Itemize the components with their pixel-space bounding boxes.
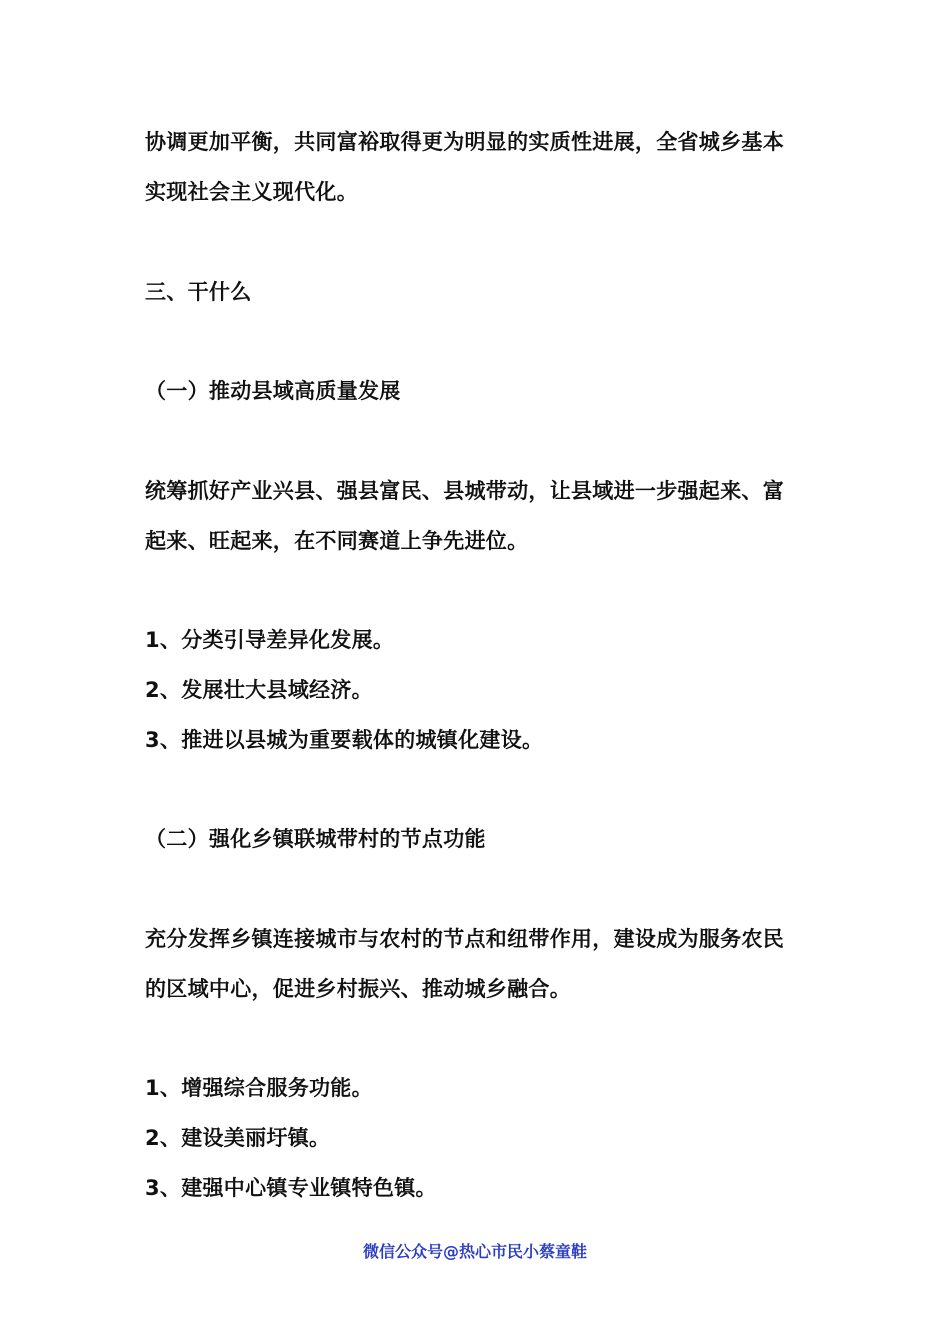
subsection-1-paragraph-line-2: 起来、旺起来，在不同赛道上争先进位。 — [145, 529, 529, 553]
section-heading: 三、干什么 — [145, 280, 252, 304]
subsection-1-item-2: 2、发展壮大县域经济。 — [145, 678, 373, 702]
subsection-2-item-2: 2、建设美丽圩镇。 — [145, 1126, 331, 1150]
watermark-footer: 微信公众号@热心市民小蔡童鞋 — [362, 1242, 587, 1261]
intro-line-1: 协调更加平衡，共同富裕取得更为明显的实质性进展，全省城乡基本 — [145, 130, 784, 154]
subsection-1-heading: （一）推动县域高质量发展 — [145, 379, 401, 403]
intro-line-2: 实现社会主义现代化。 — [145, 180, 358, 204]
subsection-1-item-1: 1、分类引导差异化发展。 — [145, 628, 395, 652]
subsection-1-paragraph-line-1: 统筹抓好产业兴县、强县富民、县城带动，让县域进一步强起来、富 — [145, 479, 784, 503]
subsection-2-paragraph-line-1: 充分发挥乡镇连接城市与农村的节点和纽带作用，建设成为服务农民 — [145, 927, 784, 951]
subsection-2-heading: （二）强化乡镇联城带村的节点功能 — [145, 827, 486, 851]
subsection-2-item-3: 3、建强中心镇专业镇特色镇。 — [145, 1176, 437, 1200]
subsection-2-paragraph-line-2: 的区域中心，促进乡村振兴、推动城乡融合。 — [145, 977, 571, 1001]
subsection-2-item-1: 1、增强综合服务功能。 — [145, 1076, 373, 1100]
subsection-1-item-3: 3、推进以县城为重要载体的城镇化建设。 — [145, 728, 544, 752]
